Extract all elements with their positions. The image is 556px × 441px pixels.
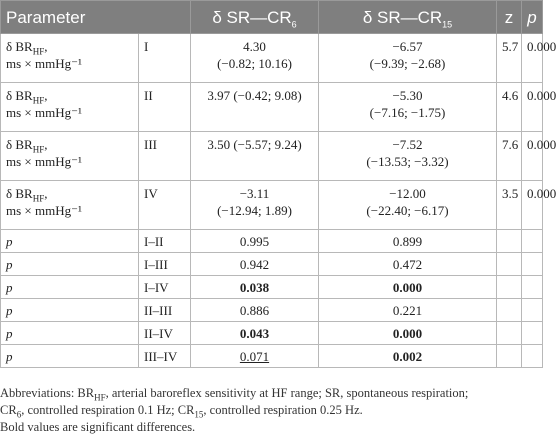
- group-cell: III: [139, 132, 191, 181]
- p-cell: 0.000: [522, 83, 543, 132]
- param-cell: δ $BR_{HF}$, ms × mmHg⁻¹: [1, 83, 139, 132]
- cr6-p-cell: 0.071: [191, 345, 319, 368]
- header-p: p: [522, 1, 543, 34]
- header-parameter: Parameter: [1, 1, 191, 34]
- empty-cell: [522, 345, 543, 368]
- cr6-cell: 3.97 (−0.42; 9.08): [191, 83, 319, 132]
- pair-cell: II–IV: [139, 322, 191, 345]
- z-cell: 4.6: [497, 83, 522, 132]
- empty-cell: [497, 345, 522, 368]
- p-row: [1, 299, 543, 322]
- cr15-p-cell: 0.221: [319, 299, 497, 322]
- pair-cell: I–III: [139, 253, 191, 276]
- z-cell: 3.5: [497, 181, 522, 230]
- cr15-p-cell: 0.899: [319, 230, 497, 253]
- pair-cell: I–II: [139, 230, 191, 253]
- pair-cell: II–III: [139, 299, 191, 322]
- table-row: [1, 181, 543, 230]
- p-cell: 0.000: [522, 181, 543, 230]
- empty-cell: [497, 253, 522, 276]
- param-cell: δ $BR_{HF}$, ms × mmHg⁻¹: [1, 132, 139, 181]
- cr15-cell: −7.52 (−13.53; −3.32): [319, 132, 497, 181]
- cr15-p-cell: 0.000: [319, 322, 497, 345]
- z-cell: 5.7: [497, 34, 522, 83]
- empty-cell: [497, 276, 522, 299]
- p-row: [1, 230, 543, 253]
- header-sr-cr15: δ $SR—CR_{15}$: [319, 1, 497, 34]
- empty-cell: [497, 230, 522, 253]
- table-row: [1, 34, 543, 83]
- empty-cell: [497, 322, 522, 345]
- empty-cell: [522, 299, 543, 322]
- p-row: [1, 253, 543, 276]
- p-cell: 0.000: [522, 132, 543, 181]
- table-row: [1, 83, 543, 132]
- group-cell: I: [139, 34, 191, 83]
- p-label: p: [1, 276, 139, 299]
- pair-cell: I–IV: [139, 276, 191, 299]
- cr6-p-cell: 0.043: [191, 322, 319, 345]
- group-cell: IV: [139, 181, 191, 230]
- cr15-p-cell: 0.002: [319, 345, 497, 368]
- cr6-cell: 3.50 (−5.57; 9.24): [191, 132, 319, 181]
- bold-values-note: Bold values are significant differences.: [0, 420, 196, 434]
- cr6-p-cell: 0.038: [191, 276, 319, 299]
- empty-cell: [522, 253, 543, 276]
- cr6-cell: 4.30 (−0.82; 10.16): [191, 34, 319, 83]
- cr6-p-cell: 0.886: [191, 299, 319, 322]
- p-row: [1, 322, 543, 345]
- p-cell: 0.000: [522, 34, 543, 83]
- cr15-cell: −6.57 (−9.39; −2.68): [319, 34, 497, 83]
- cr6-p-cell: 0.942: [191, 253, 319, 276]
- pair-cell: III–IV: [139, 345, 191, 368]
- p-label: p: [1, 299, 139, 322]
- cr6-p-cell: 0.995: [191, 230, 319, 253]
- cr15-p-cell: 0.000: [319, 276, 497, 299]
- empty-cell: [522, 230, 543, 253]
- p-label: p: [1, 253, 139, 276]
- table-row: [1, 132, 543, 181]
- p-label: p: [1, 345, 139, 368]
- empty-cell: [522, 276, 543, 299]
- header-z: z: [497, 1, 522, 34]
- group-cell: II: [139, 83, 191, 132]
- empty-cell: [522, 322, 543, 345]
- cr15-p-cell: 0.472: [319, 253, 497, 276]
- z-cell: 7.6: [497, 132, 522, 181]
- header-sr-cr6: δ $SR—CR_6$: [191, 1, 319, 34]
- cr6-cell: −3.11 (−12.94; 1.89): [191, 181, 319, 230]
- p-row: [1, 276, 543, 299]
- header-row: [1, 1, 543, 34]
- abbreviations-note: Abbreviations: $BR_{HF}$, arterial baroreflex sensitivity at HF range; SR, spontaneous respiration; $CR_6$, controlled respiration 0.1 Hz; $CR_{15}$, controlled respiration 0.25 Hz.: [0, 386, 469, 420]
- param-cell: δ $BR_{HF}$, ms × mmHg⁻¹: [1, 181, 139, 230]
- empty-cell: [497, 299, 522, 322]
- table-footnote: [0, 385, 536, 436]
- param-cell: δ $BR_{HF}$, ms × mmHg⁻¹: [1, 34, 139, 83]
- p-label: p: [1, 322, 139, 345]
- cr15-cell: −5.30 (−7.16; −1.75): [319, 83, 497, 132]
- p-label: p: [1, 230, 139, 253]
- cr15-cell: −12.00 (−22.40; −6.17): [319, 181, 497, 230]
- p-row: [1, 345, 543, 368]
